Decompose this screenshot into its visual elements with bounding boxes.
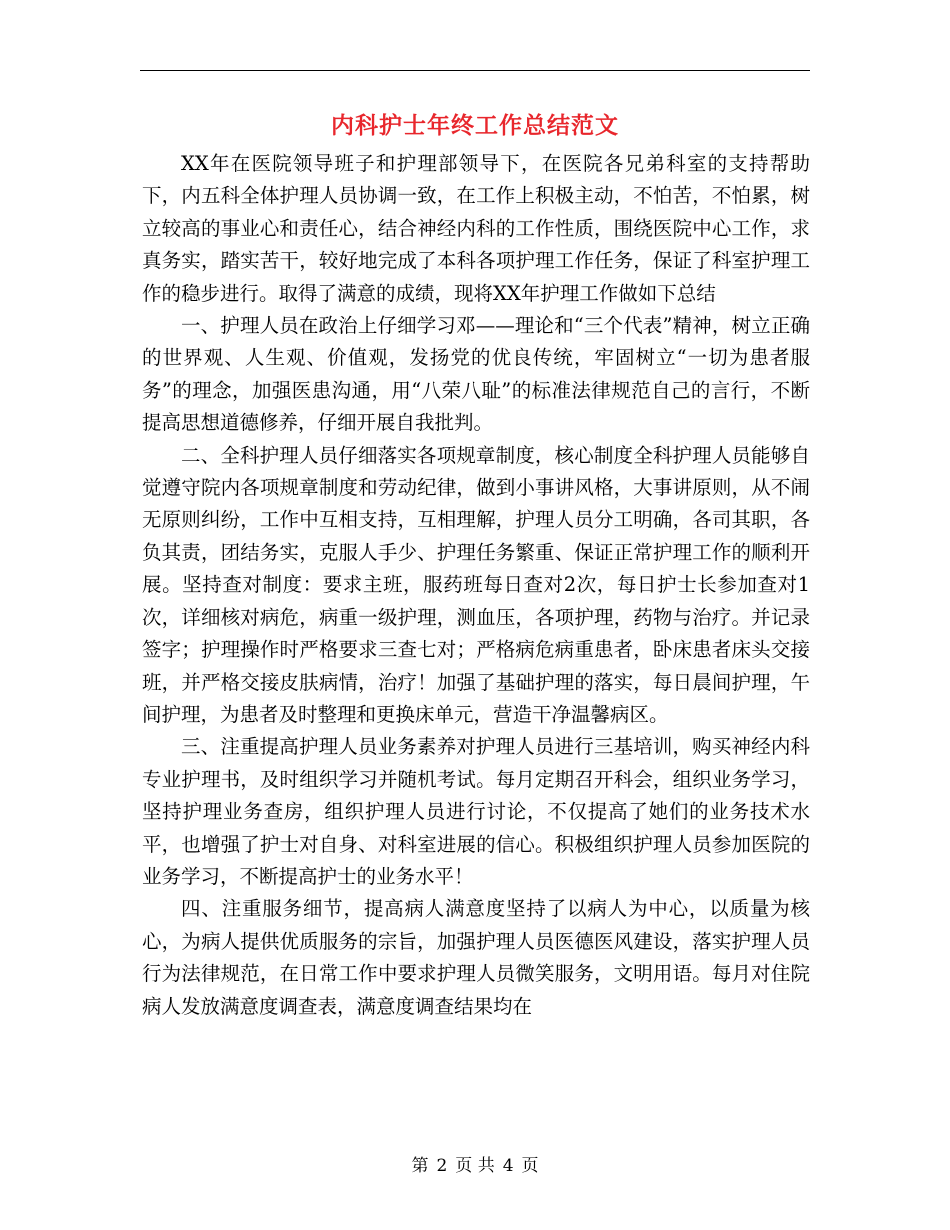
paragraph-section-3: 三、注重提高护理人员业务素养对护理人员进行三基培训，购买神经内科专业护理书，及时组织学习并随机考试。每月定期召开科会，组织业务学习，坚持护理业务查房，组织护理人员进行讨论，不仅提高了她们的业务技术水平，也增强了护士对自身、对科室进展的信心。积极组织护理人员参加医院的业务学习，不断提高护士的业务水平！ [142, 735, 810, 888]
footer-current-page: 2 [436, 1156, 448, 1176]
paragraph-section-1: 一、护理人员在政治上仔细学习邓——理论和“三个代表”精神，树立正确的世界观、人生观、价值观，发扬党的优良传统，牢固树立“一切为患者服务”的理念，加强医患沟通，用“八荣八耻”的标准法律规范自己的言行，不断提高思想道德修养，仔细开展自我批判。 [142, 314, 810, 435]
paragraph-intro: XX年在医院领导班子和护理部领导下，在医院各兄弟科室的支持帮助下，内五科全体护理人员协调一致，在工作上积极主动，不怕苦，不怕累，树立较高的事业心和责任心，结合神经内科的工作性质，围绕医院中心工作，求真务实，踏实苦干，较好地完成了本科各项护理工作任务，保证了科室护理工作的稳步进行。取得了满意的成绩，现将XX年护理工作做如下总结 [142, 152, 810, 305]
footer-total-pages: 4 [502, 1156, 514, 1176]
document-title: 内科护士年终工作总结范文 [331, 112, 619, 139]
document-body [142, 148, 810, 1023]
footer-prefix: 第 [411, 1156, 429, 1176]
page-footer [0, 1154, 950, 1178]
header-rule [140, 70, 810, 71]
footer-middle: 页 共 [455, 1156, 495, 1176]
paragraph-section-4: 四、注重服务细节，提高病人满意度坚持了以病人为中心，以质量为核心，为病人提供优质服务的宗旨，加强护理人员医德医风建设，落实护理人员行为法律规范，在日常工作中要求护理人员微笑服务，文明用语。每月对住院病人发放满意度调查表，满意度调查结果均在 [142, 897, 810, 1018]
paragraph-section-2: 二、全科护理人员仔细落实各项规章制度，核心制度全科护理人员能够自觉遵守院内各项规章制度和劳动纪律，做到小事讲风格，大事讲原则，从不闹无原则纠纷，工作中互相支持，互相理解，护理人员分工明确，各司其职，各负其责，团结务实，克服人手少、护理任务繁重、保证正常护理工作的顺利开展。坚持查对制度：要求主班，服药班每日查对2次，每日护士长参加查对1次，详细核对病危，病重一级护理，测血压，各项护理，药物与治疗。并记录签字；护理操作时严格要求三查七对；严格病危病重患者，卧床患者床头交接班，并严格交接皮肤病情，治疗！加强了基础护理的落实，每日晨间护理，午间护理，为患者及时整理和更换床单元，营造干净温馨病区。 [142, 443, 810, 726]
footer-suffix: 页 [521, 1156, 539, 1176]
